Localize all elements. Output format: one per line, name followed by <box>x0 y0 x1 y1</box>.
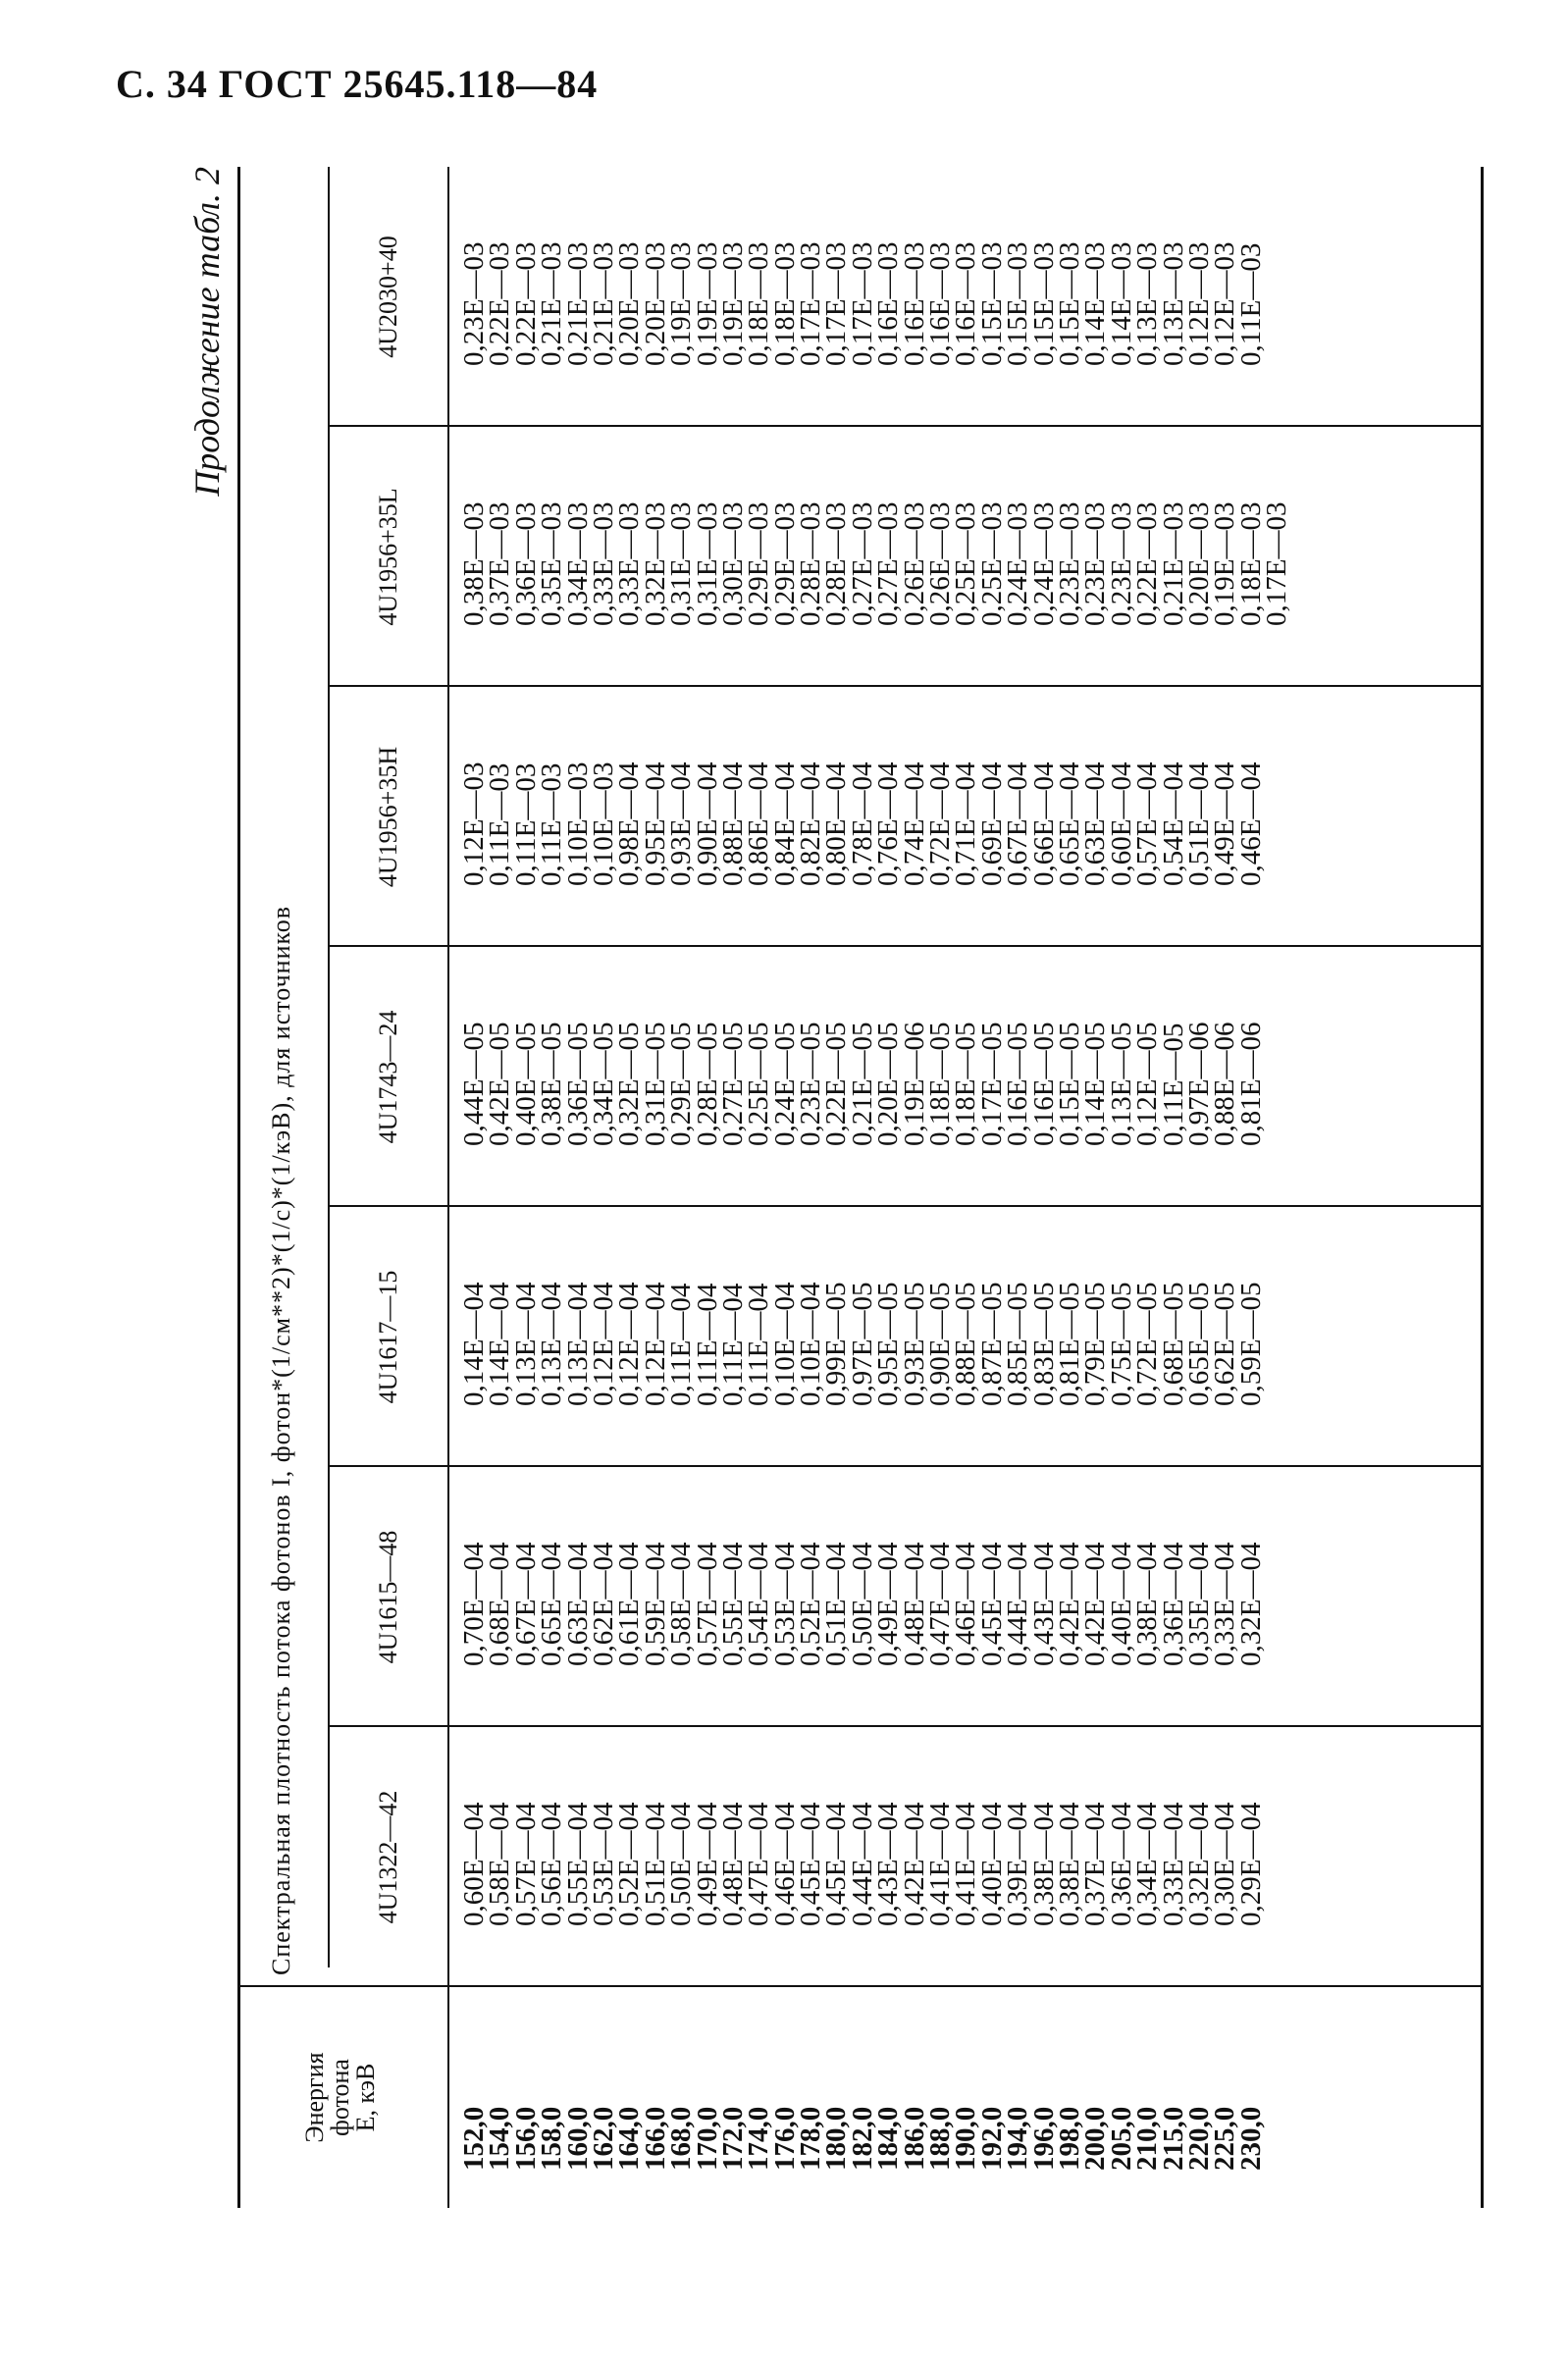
table-cell: 0,26E—03 <box>924 501 957 626</box>
table-cell: 0,13E—04 <box>509 1282 542 1406</box>
data-table <box>237 167 1484 2208</box>
table-cell: 0,66E—04 <box>1027 761 1060 886</box>
energy-value: 184,0 <box>872 2106 905 2171</box>
column-divider <box>328 1205 1484 1207</box>
table-cell: 0,36E—04 <box>1157 1542 1189 1666</box>
table-cell: 0,19E—06 <box>898 1022 930 1146</box>
table-cell: 0,21E—05 <box>846 1022 878 1146</box>
table-cell: 0,22E—03 <box>509 241 542 366</box>
table-cell: 0,33E—04 <box>1157 1802 1189 1926</box>
source-header: 4U1617—15 <box>374 1270 402 1404</box>
table-cell: 0,84E—04 <box>768 761 801 886</box>
table-cell: 0,40E—04 <box>1105 1542 1137 1666</box>
table-cell: 0,26E—03 <box>898 501 930 626</box>
table-cell: 0,53E—04 <box>587 1802 619 1926</box>
table-cell: 0,22E—03 <box>484 241 516 366</box>
energy-header-line: фотона <box>326 2059 354 2136</box>
table-cell: 0,17E—03 <box>846 241 878 366</box>
table-cell: 0,62E—04 <box>587 1542 619 1666</box>
table-cell: 0,15E—03 <box>1053 241 1085 366</box>
header-rule <box>447 167 449 2208</box>
source-values <box>458 1802 1267 1926</box>
table-cell: 0,15E—03 <box>1002 241 1034 366</box>
table-cell: 0,36E—03 <box>509 501 542 626</box>
table-cell: 0,38E—04 <box>1131 1542 1164 1666</box>
source-header: 4U1743—24 <box>374 1010 402 1144</box>
table-cell: 0,78E—04 <box>846 761 878 886</box>
table-cell: 0,67E—04 <box>509 1542 542 1666</box>
table-cell: 0,49E—04 <box>872 1542 905 1666</box>
table-cell: 0,21E—03 <box>1157 501 1189 626</box>
table-cell: 0,37E—04 <box>1079 1802 1112 1926</box>
table-cell: 0,51E—04 <box>639 1802 671 1926</box>
table-cell: 0,17E—03 <box>820 241 853 366</box>
table-cell: 0,65E—04 <box>536 1542 568 1666</box>
table-cell: 0,97E—05 <box>846 1282 878 1406</box>
table-cell: 0,24E—05 <box>768 1022 801 1146</box>
table-cell: 0,25E—05 <box>743 1022 775 1146</box>
source-values <box>458 241 1267 366</box>
table-cell: 0,40E—04 <box>975 1802 1008 1926</box>
table-cell: 0,46E—04 <box>950 1542 982 1666</box>
table-cell: 0,42E—05 <box>484 1022 516 1146</box>
table-cell: 0,15E—05 <box>1053 1022 1085 1146</box>
source-values <box>458 761 1267 886</box>
energy-value: 158,0 <box>536 2106 568 2171</box>
table-cell: 0,11E—04 <box>716 1283 749 1406</box>
table-cell: 0,14E—03 <box>1105 241 1137 366</box>
table-cell: 0,29E—03 <box>743 501 775 626</box>
energy-value: 178,0 <box>795 2106 827 2171</box>
table-cell: 0,34E—04 <box>1131 1802 1164 1926</box>
table-cell: 0,12E—04 <box>639 1282 671 1406</box>
table-cell: 0,23E—03 <box>458 241 490 366</box>
table-cell: 0,16E—03 <box>924 241 957 366</box>
table-cell: 0,13E—03 <box>1157 241 1189 366</box>
table-cell: 0,60E—04 <box>1105 761 1137 886</box>
table-cell: 0,32E—04 <box>1234 1542 1267 1666</box>
column-divider <box>328 425 1484 427</box>
energy-value: 162,0 <box>587 2106 619 2171</box>
table-cell: 0,42E—04 <box>1053 1542 1085 1666</box>
table-cell: 0,87E—05 <box>975 1282 1008 1406</box>
energy-value: 176,0 <box>768 2106 801 2171</box>
table-cell: 0,16E—05 <box>1027 1022 1060 1146</box>
table-cell: 0,58E—04 <box>484 1802 516 1926</box>
table-cell: 0,31E—03 <box>665 501 698 626</box>
energy-value: 220,0 <box>1182 2106 1215 2171</box>
table-cell: 0,11E—04 <box>665 1283 698 1406</box>
table-cell: 0,55E—04 <box>561 1802 594 1926</box>
table-cell: 0,32E—05 <box>613 1022 646 1146</box>
energy-value: 180,0 <box>820 2106 853 2171</box>
table-cell: 0,65E—04 <box>1053 761 1085 886</box>
rotated-table-block <box>186 167 1491 2208</box>
table-cell: 0,90E—04 <box>691 761 723 886</box>
source-values <box>458 1282 1267 1406</box>
table-caption: Продолжение табл. 2 <box>187 167 227 497</box>
spanning-header: Спектральная плотность потока фотонов I, фотон*(1/см**2)*(1/с)*(1/кэВ), для источников <box>267 905 295 1975</box>
table-cell: 0,44E—04 <box>846 1802 878 1926</box>
table-cell: 0,28E—05 <box>691 1022 723 1146</box>
energy-values <box>458 2106 1267 2171</box>
table-cell: 0,82E—04 <box>795 761 827 886</box>
table-cell: 0,10E—03 <box>587 761 619 886</box>
table-cell: 0,51E—04 <box>1182 761 1215 886</box>
table-cell: 0,30E—03 <box>716 501 749 626</box>
table-cell: 0,57E—04 <box>509 1802 542 1926</box>
energy-value: 190,0 <box>950 2106 982 2171</box>
table-cell: 0,13E—04 <box>536 1282 568 1406</box>
table-cell: 0,25E—03 <box>975 501 1008 626</box>
table-cell: 0,12E—04 <box>613 1282 646 1406</box>
table-cell: 0,32E—04 <box>1182 1802 1215 1926</box>
table-cell: 0,31E—05 <box>639 1022 671 1146</box>
table-cell: 0,74E—04 <box>898 761 930 886</box>
table-cell: 0,67E—04 <box>1002 761 1034 886</box>
table-cell: 0,43E—04 <box>1027 1542 1060 1666</box>
table-cell: 0,76E—04 <box>872 761 905 886</box>
table-cell: 0,68E—04 <box>484 1542 516 1666</box>
table-cell: 0,54E—04 <box>1157 761 1189 886</box>
table-cell: 0,54E—04 <box>743 1542 775 1666</box>
table-cell: 0,68E—05 <box>1157 1282 1189 1406</box>
table-bottom-rule <box>1481 167 1484 2208</box>
table-cell: 0,93E—04 <box>665 761 698 886</box>
table-cell: 0,27E—05 <box>716 1022 749 1146</box>
table-cell: 0,46E—04 <box>1234 761 1267 886</box>
table-cell: 0,56E—04 <box>536 1802 568 1926</box>
table-cell: 0,11E—03 <box>509 762 542 886</box>
energy-header <box>237 1987 444 2208</box>
table-cell: 0,85E—05 <box>1002 1282 1034 1406</box>
table-cell: 0,11E—04 <box>691 1283 723 1406</box>
energy-value: 192,0 <box>975 2106 1008 2171</box>
energy-value: 164,0 <box>613 2106 646 2171</box>
table-cell: 0,12E—03 <box>458 761 490 886</box>
table-cell: 0,60E—04 <box>458 1802 490 1926</box>
table-cell: 0,24E—03 <box>1027 501 1060 626</box>
table-cell: 0,19E—03 <box>1209 501 1241 626</box>
table-cell: 0,95E—05 <box>872 1282 905 1406</box>
table-cell: 0,65E—05 <box>1182 1282 1215 1406</box>
table-cell: 0,61E—04 <box>613 1542 646 1666</box>
table-cell: 0,41E—04 <box>950 1802 982 1926</box>
table-cell: 0,20E—03 <box>613 241 646 366</box>
source-values <box>458 501 1293 626</box>
table-cell: 0,14E—04 <box>458 1282 490 1406</box>
table-cell: 0,48E—04 <box>898 1542 930 1666</box>
table-cell: 0,27E—03 <box>872 501 905 626</box>
energy-value: 200,0 <box>1079 2106 1112 2171</box>
table-cell: 0,63E—04 <box>1079 761 1112 886</box>
table-cell: 0,25E—03 <box>950 501 982 626</box>
table-cell: 0,13E—03 <box>1131 241 1164 366</box>
source-values <box>458 1022 1267 1146</box>
table-cell: 0,11E—03 <box>1234 242 1267 366</box>
source-header: 4U1322—42 <box>374 1790 402 1924</box>
table-cell: 0,80E—04 <box>820 761 853 886</box>
table-cell: 0,88E—04 <box>716 761 749 886</box>
energy-value: 198,0 <box>1053 2106 1085 2171</box>
energy-value: 168,0 <box>665 2106 698 2171</box>
table-cell: 0,44E—04 <box>1002 1542 1034 1666</box>
table-cell: 0,36E—04 <box>1105 1802 1137 1926</box>
table-cell: 0,19E—03 <box>665 241 698 366</box>
table-cell: 0,42E—04 <box>1079 1542 1112 1666</box>
table-cell: 0,52E—04 <box>613 1802 646 1926</box>
energy-value: 196,0 <box>1027 2106 1060 2171</box>
table-cell: 0,38E—03 <box>458 501 490 626</box>
table-cell: 0,59E—04 <box>639 1542 671 1666</box>
table-cell: 0,30E—04 <box>1209 1802 1241 1926</box>
table-cell: 0,18E—03 <box>743 241 775 366</box>
energy-value: 156,0 <box>509 2106 542 2171</box>
energy-value: 166,0 <box>639 2106 671 2171</box>
table-cell: 0,62E—05 <box>1209 1282 1241 1406</box>
table-cell: 0,57E—04 <box>691 1542 723 1666</box>
table-cell: 0,15E—03 <box>1027 241 1060 366</box>
source-header: 4U2030+40 <box>374 236 402 358</box>
table-cell: 0,52E—04 <box>795 1542 827 1666</box>
table-cell: 0,35E—04 <box>1182 1542 1215 1666</box>
column-divider <box>328 685 1484 687</box>
table-cell: 0,95E—04 <box>639 761 671 886</box>
source-header: 4U1956+35H <box>374 746 402 888</box>
energy-value: 170,0 <box>691 2106 723 2171</box>
table-cell: 0,19E—03 <box>691 241 723 366</box>
table-cell: 0,88E—06 <box>1209 1022 1241 1146</box>
energy-value: 210,0 <box>1131 2106 1164 2171</box>
table-cell: 0,72E—05 <box>1131 1282 1164 1406</box>
table-cell: 0,19E—03 <box>716 241 749 366</box>
table-cell: 0,28E—03 <box>820 501 853 626</box>
table-cell: 0,40E—05 <box>509 1022 542 1146</box>
table-cell: 0,33E—04 <box>1209 1542 1241 1666</box>
energy-value: 215,0 <box>1157 2106 1189 2171</box>
table-cell: 0,55E—04 <box>716 1542 749 1666</box>
table-cell: 0,45E—04 <box>820 1802 853 1926</box>
table-cell: 0,20E—03 <box>639 241 671 366</box>
energy-value: 186,0 <box>898 2106 930 2171</box>
table-cell: 0,22E—05 <box>820 1022 853 1146</box>
table-cell: 0,86E—04 <box>743 761 775 886</box>
table-cell: 0,20E—03 <box>1182 501 1215 626</box>
table-cell: 0,50E—04 <box>846 1542 878 1666</box>
energy-value: 194,0 <box>1002 2106 1034 2171</box>
table-cell: 0,18E—03 <box>768 241 801 366</box>
energy-column <box>237 1987 1484 2208</box>
table-cell: 0,90E—05 <box>924 1282 957 1406</box>
table-cell: 0,59E—05 <box>1234 1282 1267 1406</box>
source-header: 4U1615—48 <box>374 1530 402 1664</box>
table-cell: 0,18E—05 <box>924 1022 957 1146</box>
energy-value: 182,0 <box>846 2106 878 2171</box>
table-cell: 0,43E—04 <box>872 1802 905 1926</box>
table-cell: 0,18E—05 <box>950 1022 982 1146</box>
table-cell: 0,29E—03 <box>768 501 801 626</box>
table-cell: 0,23E—03 <box>1053 501 1085 626</box>
table-cell: 0,14E—05 <box>1079 1022 1112 1146</box>
table-cell: 0,37E—03 <box>484 501 516 626</box>
table-cell: 0,16E—03 <box>872 241 905 366</box>
source-header: 4U1956+35L <box>374 488 402 626</box>
table-cell: 0,70E—04 <box>458 1542 490 1666</box>
page-header: С. 34 ГОСТ 25645.118—84 <box>116 62 599 106</box>
table-cell: 0,50E—04 <box>665 1802 698 1926</box>
table-cell: 0,22E—03 <box>1131 501 1164 626</box>
table-cell: 0,23E—05 <box>795 1022 827 1146</box>
table-cell: 0,21E—03 <box>587 241 619 366</box>
table-cell: 0,83E—05 <box>1027 1282 1060 1406</box>
column-divider <box>328 1725 1484 1727</box>
energy-value: 172,0 <box>716 2106 749 2171</box>
table-cell: 0,11E—05 <box>1157 1023 1189 1146</box>
table-cell: 0,99E—05 <box>820 1282 853 1406</box>
table-cell: 0,13E—05 <box>1105 1022 1137 1146</box>
table-cell: 0,15E—03 <box>975 241 1008 366</box>
table-cell: 0,23E—03 <box>1105 501 1137 626</box>
table-cell: 0,20E—05 <box>872 1022 905 1146</box>
table-cell: 0,88E—05 <box>950 1282 982 1406</box>
table-cell: 0,14E—03 <box>1079 241 1112 366</box>
table-cell: 0,29E—05 <box>665 1022 698 1146</box>
table-cell: 0,12E—04 <box>587 1282 619 1406</box>
energy-value: 160,0 <box>561 2106 594 2171</box>
table-cell: 0,47E—04 <box>924 1542 957 1666</box>
table-cell: 0,17E—03 <box>795 241 827 366</box>
table-cell: 0,17E—05 <box>975 1022 1008 1146</box>
table-cell: 0,11E—04 <box>743 1283 775 1406</box>
table-cell: 0,53E—04 <box>768 1542 801 1666</box>
table-cell: 0,27E—03 <box>846 501 878 626</box>
table-cell: 0,28E—03 <box>795 501 827 626</box>
energy-value: 225,0 <box>1209 2106 1241 2171</box>
table-cell: 0,13E—04 <box>561 1282 594 1406</box>
table-cell: 0,11E—03 <box>484 762 516 886</box>
table-cell: 0,71E—04 <box>950 761 982 886</box>
column-divider <box>328 1465 1484 1467</box>
energy-value: 230,0 <box>1234 2106 1267 2171</box>
source-values <box>458 1542 1267 1666</box>
table-cell: 0,97E—06 <box>1182 1022 1215 1146</box>
table-cell: 0,72E—04 <box>924 761 957 886</box>
table-cell: 0,35E—03 <box>536 501 568 626</box>
table-cell: 0,34E—03 <box>561 501 594 626</box>
energy-value: 174,0 <box>743 2106 775 2171</box>
table-cell: 0,81E—06 <box>1234 1022 1267 1146</box>
table-cell: 0,41E—04 <box>924 1802 957 1926</box>
table-cell: 0,51E—04 <box>820 1542 853 1666</box>
table-cell: 0,81E—05 <box>1053 1282 1085 1406</box>
table-cell: 0,49E—04 <box>691 1802 723 1926</box>
table-cell: 0,36E—05 <box>561 1022 594 1146</box>
energy-value: 154,0 <box>484 2106 516 2171</box>
table-cell: 0,29E—04 <box>1234 1802 1267 1926</box>
table-cell: 0,10E—04 <box>768 1282 801 1406</box>
table-cell: 0,58E—04 <box>665 1542 698 1666</box>
table-cell: 0,21E—03 <box>561 241 594 366</box>
energy-value: 188,0 <box>924 2106 957 2171</box>
energy-value: 205,0 <box>1105 2106 1137 2171</box>
table-cell: 0,33E—03 <box>587 501 619 626</box>
table-cell: 0,63E—04 <box>561 1542 594 1666</box>
table-cell: 0,44E—05 <box>458 1022 490 1146</box>
table-cell: 0,34E—05 <box>587 1022 619 1146</box>
table-cell: 0,48E—04 <box>716 1802 749 1926</box>
table-cell: 0,24E—03 <box>1002 501 1034 626</box>
table-cell: 0,75E—05 <box>1105 1282 1137 1406</box>
table-cell: 0,38E—05 <box>536 1022 568 1146</box>
table-cell: 0,98E—04 <box>613 761 646 886</box>
energy-header-line: E, кэВ <box>351 2063 380 2132</box>
table-cell: 0,12E—05 <box>1131 1022 1164 1146</box>
table-cell: 0,21E—03 <box>536 241 568 366</box>
table-cell: 0,16E—05 <box>1002 1022 1034 1146</box>
table-cell: 0,93E—05 <box>898 1282 930 1406</box>
table-cell: 0,10E—03 <box>561 761 594 886</box>
table-cell: 0,23E—03 <box>1079 501 1112 626</box>
energy-header-line: Энергия <box>300 2052 329 2143</box>
spanning-header-rule <box>328 167 330 1967</box>
column-divider <box>328 945 1484 947</box>
table-cell: 0,49E—04 <box>1209 761 1241 886</box>
table-cell: 0,10E—04 <box>795 1282 827 1406</box>
table-cell: 0,32E—03 <box>639 501 671 626</box>
table-cell: 0,45E—04 <box>795 1802 827 1926</box>
table-cell: 0,31E—03 <box>691 501 723 626</box>
table-cell: 0,12E—03 <box>1209 241 1241 366</box>
table-cell: 0,38E—04 <box>1027 1802 1060 1926</box>
energy-value: 152,0 <box>458 2106 490 2171</box>
table-cell: 0,11E—03 <box>536 762 568 886</box>
table-cell: 0,18E—03 <box>1234 501 1267 626</box>
table-cell: 0,47E—04 <box>743 1802 775 1926</box>
table-cell: 0,38E—04 <box>1053 1802 1085 1926</box>
table-cell: 0,39E—04 <box>1002 1802 1034 1926</box>
table-cell: 0,79E—05 <box>1079 1282 1112 1406</box>
table-cell: 0,46E—04 <box>768 1802 801 1926</box>
table-cell: 0,12E—03 <box>1182 241 1215 366</box>
table-cell: 0,14E—04 <box>484 1282 516 1406</box>
table-cell: 0,33E—03 <box>613 501 646 626</box>
table-cell: 0,45E—04 <box>975 1542 1008 1666</box>
table-cell: 0,16E—03 <box>898 241 930 366</box>
table-cell: 0,69E—04 <box>975 761 1008 886</box>
table-cell: 0,42E—04 <box>898 1802 930 1926</box>
table-cell: 0,16E—03 <box>950 241 982 366</box>
table-cell: 0,57E—04 <box>1131 761 1164 886</box>
table-cell: 0,17E—03 <box>1261 501 1293 626</box>
